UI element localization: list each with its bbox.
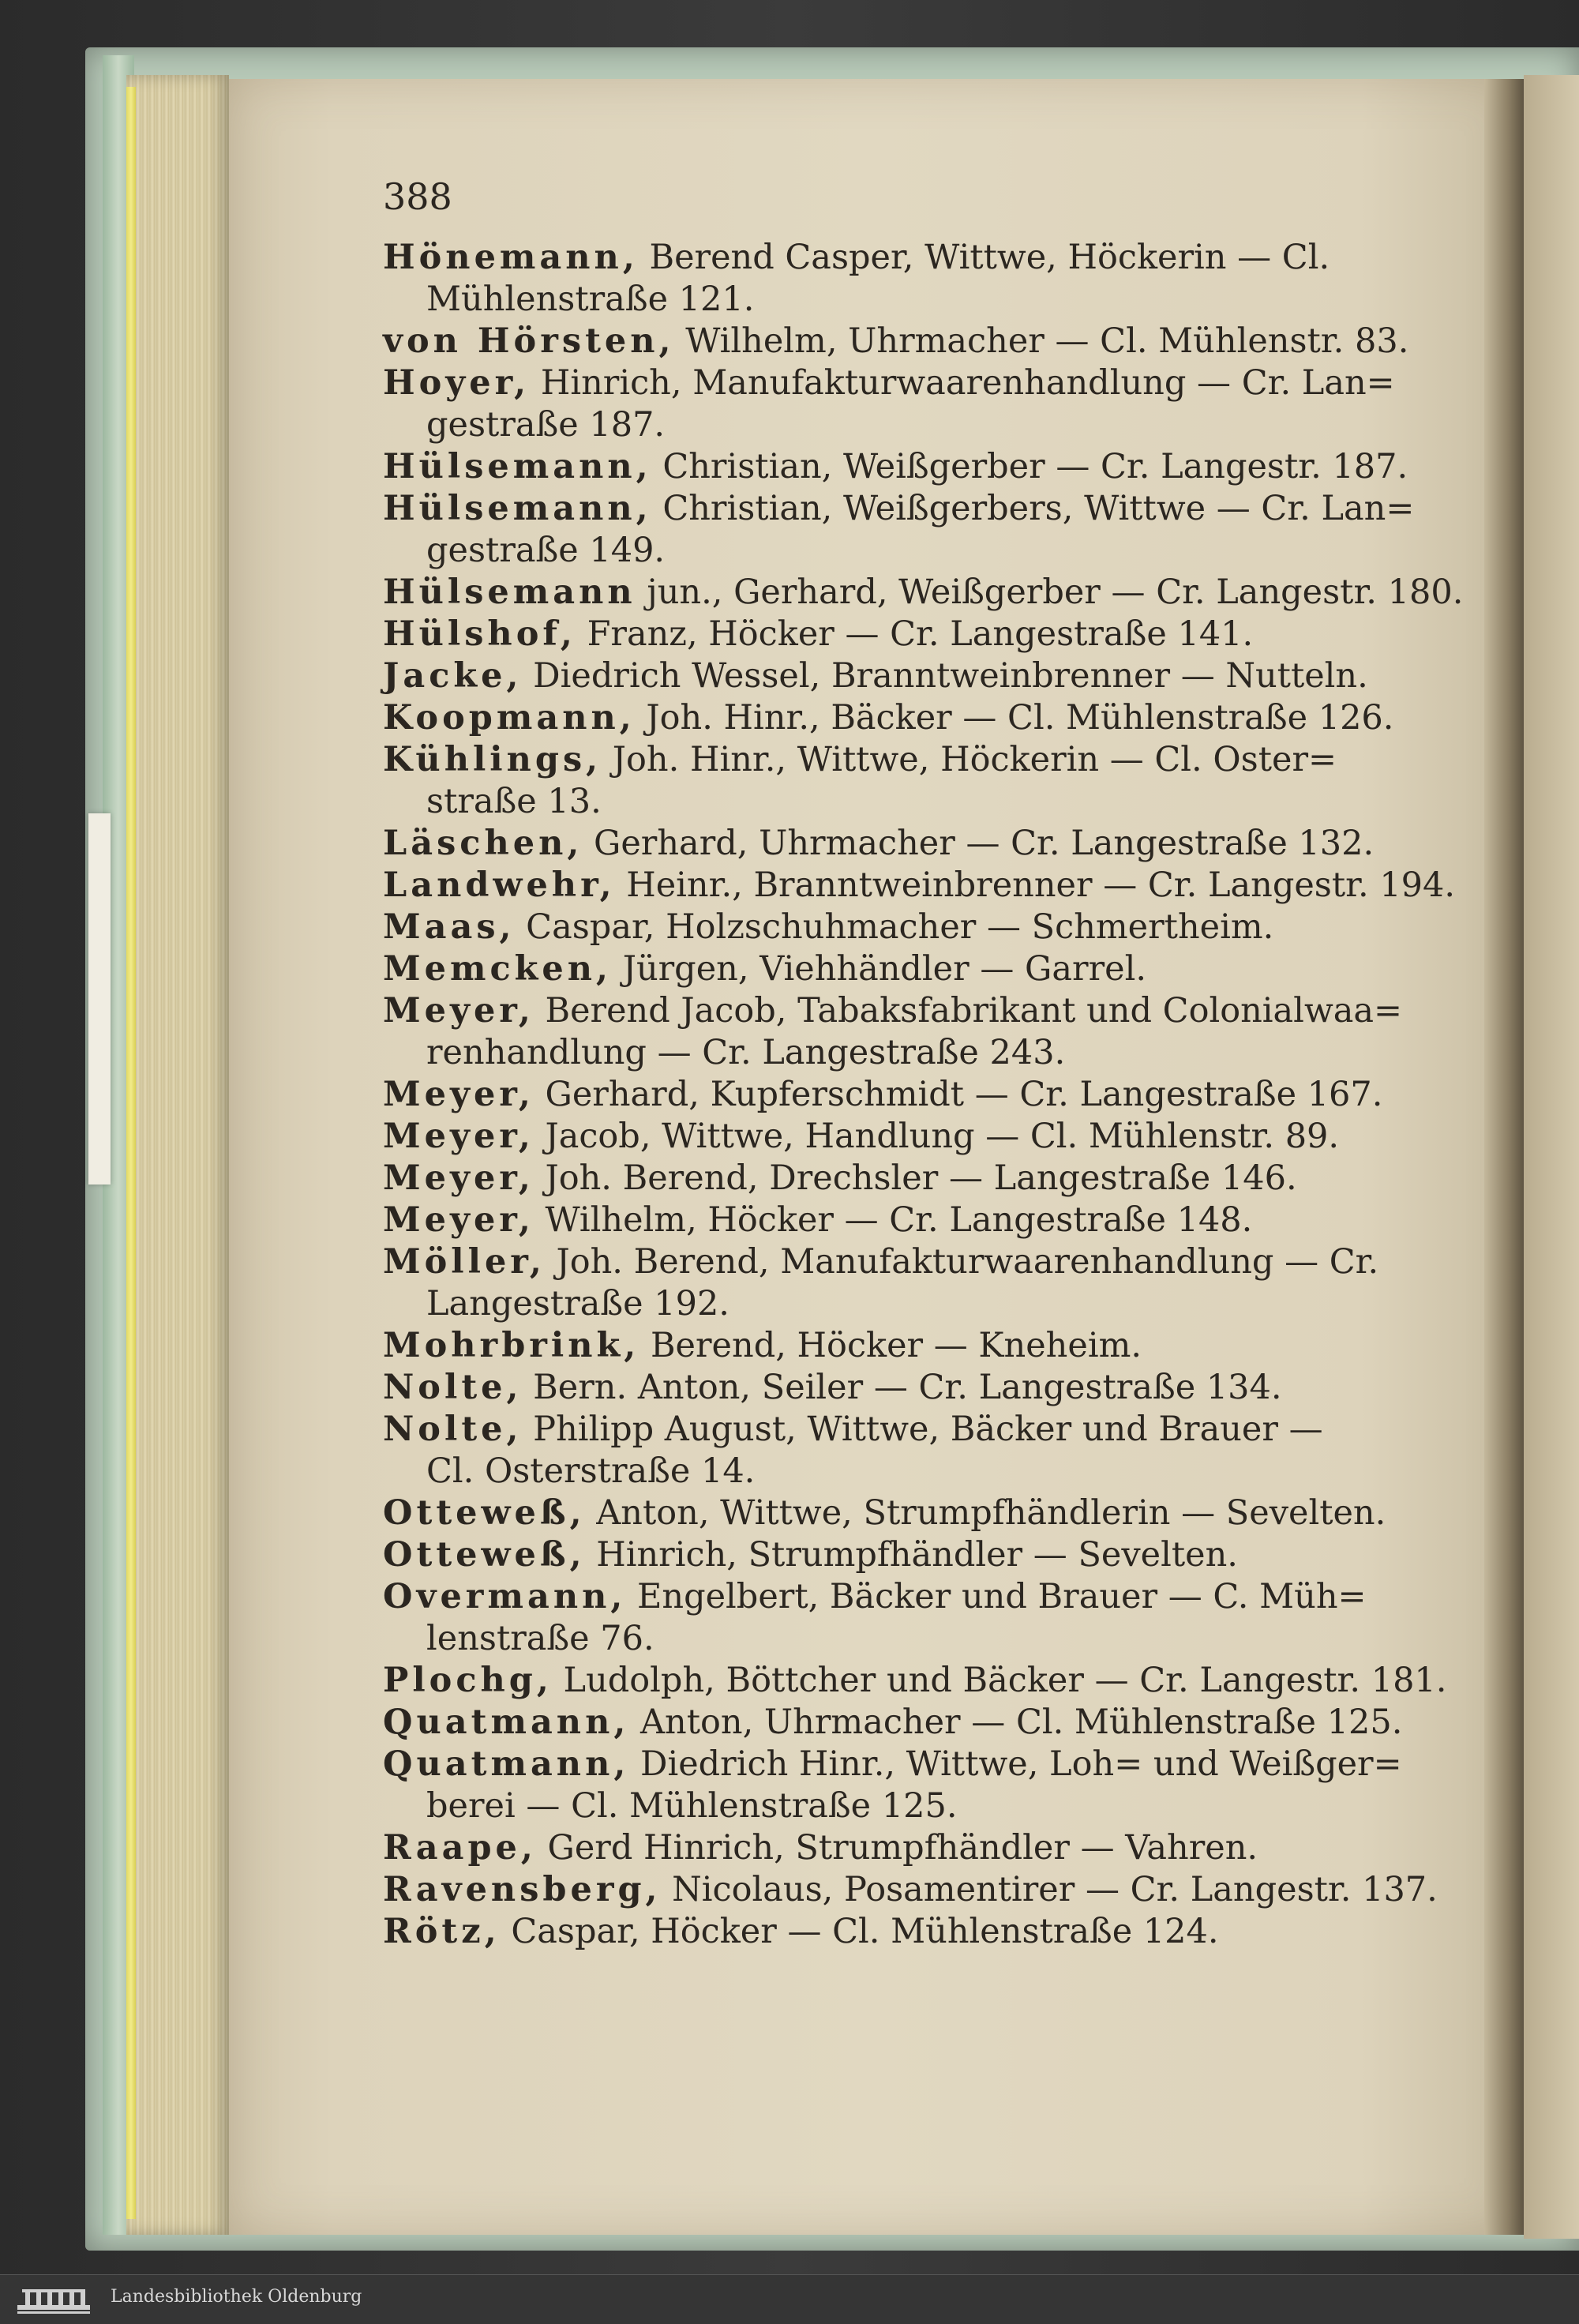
entry-surname: Koopmann, <box>383 698 636 738</box>
entry-details: Berend Casper, Wittwe, Höckerin — Cl. <box>638 238 1330 277</box>
entry-surname: Mohrbrink, <box>383 1326 640 1365</box>
entry-surname: Raape, <box>383 1828 537 1868</box>
entry-surname: Plochg, <box>383 1661 553 1700</box>
entry-details: jun., Gerhard, Weißgerber — Cr. Langestr. 180. <box>636 573 1464 612</box>
library-name: Landesbibliothek Oldenburg <box>111 2287 362 2307</box>
directory-entry <box>383 1744 1465 1785</box>
entry-surname: Overmann, <box>383 1577 627 1616</box>
directory-entry <box>383 1827 1465 1869</box>
directory-entry <box>383 1869 1465 1911</box>
entry-surname: Landwehr, <box>383 865 616 905</box>
entry-details: Diedrich Wessel, Branntweinbrenner — Nutteln. <box>522 656 1368 696</box>
entry-details: Berend, Höcker — Kneheim. <box>639 1326 1142 1365</box>
page-edges <box>126 75 229 2235</box>
directory-entry <box>383 1367 1465 1409</box>
directory-entry <box>383 1534 1465 1576</box>
directory-entry <box>383 1116 1465 1158</box>
entry-surname: Quatmann, <box>383 1744 630 1784</box>
directory-entries <box>383 237 1465 1953</box>
directory-entry <box>383 990 1465 1032</box>
directory-entry <box>383 1492 1465 1534</box>
directory-entry <box>383 1241 1465 1283</box>
entry-details: Jacob, Wittwe, Handlung — Cl. Mühlenstr. 89. <box>534 1117 1340 1156</box>
entry-details: Engelbert, Bäcker und Brauer — C. Müh= <box>626 1577 1367 1616</box>
directory-entry <box>383 614 1465 655</box>
entry-details: Gerhard, Uhrmacher — Cr. Langestraße 132. <box>583 824 1375 863</box>
entry-surname: Hülshof, <box>383 614 576 654</box>
entry-details: Franz, Höcker — Cr. Langestraße 141. <box>576 614 1254 654</box>
directory-entry <box>383 697 1465 739</box>
entry-surname: Meyer, <box>383 1117 534 1156</box>
entry-details: Bern. Anton, Seiler — Cr. Langestraße 134. <box>522 1368 1282 1407</box>
entry-surname: Nolte, <box>383 1410 523 1449</box>
entry-details: Christian, Weißgerber — Cr. Langestr. 187. <box>651 447 1408 486</box>
entry-surname: Hülsemann, <box>383 489 652 528</box>
entry-surname: Meyer, <box>383 1200 534 1240</box>
entry-details: Caspar, Holzschuhmacher — Schmertheim. <box>515 907 1274 947</box>
directory-entry <box>383 1074 1465 1116</box>
directory-entry <box>383 446 1465 488</box>
entry-continuation: straße 13. <box>426 782 602 821</box>
gilt-edge <box>126 87 136 2219</box>
entry-details: Gerhard, Kupferschmidt — Cr. Langestraße 167. <box>534 1075 1383 1114</box>
entry-details: Heinr., Branntweinbrenner — Cr. Langestr. 194. <box>615 865 1456 905</box>
entry-details: Philipp August, Wittwe, Bäcker und Brauer — <box>522 1410 1323 1449</box>
entry-continuation: renhandlung — Cr. Langestraße 243. <box>426 1033 1066 1072</box>
entry-surname: Läschen, <box>383 824 583 863</box>
directory-entry <box>383 572 1465 614</box>
directory-entry <box>383 362 1465 404</box>
directory-entry <box>383 865 1465 907</box>
directory-entry <box>383 739 1465 781</box>
entry-details: Hinrich, Manufakturwaarenhandlung — Cr. Lan= <box>530 363 1395 403</box>
entry-details: Joh. Hinr., Bäcker — Cl. Mühlenstraße 126. <box>635 698 1394 738</box>
entry-surname: Hülsemann <box>383 573 636 612</box>
book-gutter <box>1484 79 1524 2235</box>
entry-surname: Maas, <box>383 907 516 947</box>
entry-details: Wilhelm, Uhrmacher — Cl. Mühlenstr. 83. <box>674 321 1409 361</box>
directory-entry <box>383 1158 1465 1200</box>
entry-details: Gerd Hinrich, Strumpfhändler — Vahren. <box>536 1828 1258 1868</box>
directory-entry <box>383 1911 1465 1953</box>
entry-surname: Rötz, <box>383 1912 501 1951</box>
entry-surname: Nolte, <box>383 1368 523 1407</box>
directory-entry <box>383 321 1465 362</box>
entry-details: Caspar, Höcker — Cl. Mühlenstraße 124. <box>500 1912 1219 1951</box>
entry-surname: Otteweß, <box>383 1493 586 1533</box>
directory-entry <box>383 1200 1465 1241</box>
entry-details: Hinrich, Strumpfhändler — Sevelten. <box>585 1535 1238 1575</box>
entry-surname: Hönemann, <box>383 238 639 277</box>
entry-surname: Memcken, <box>383 949 613 989</box>
entry-continuation: berei — Cl. Mühlenstraße 125. <box>426 1786 958 1826</box>
entry-surname: Otteweß, <box>383 1535 586 1575</box>
entry-continuation: gestraße 187. <box>426 405 666 445</box>
directory-entry <box>383 907 1465 948</box>
entry-details: Wilhelm, Höcker — Cr. Langestraße 148. <box>534 1200 1253 1240</box>
entry-details: Joh. Berend, Drechsler — Langestraße 146. <box>534 1158 1297 1198</box>
bookmark-slip <box>88 813 111 1185</box>
directory-entry <box>383 823 1465 865</box>
page-number: 388 <box>383 175 452 218</box>
entry-details: Ludolph, Böttcher und Bäcker — Cr. Langestr. 181. <box>552 1661 1447 1700</box>
library-building-icon <box>14 2281 93 2316</box>
entry-details: Diedrich Hinr., Wittwe, Loh= und Weißger= <box>629 1744 1402 1784</box>
entry-surname: Jacke, <box>383 656 523 696</box>
entry-continuation: lenstraße 76. <box>426 1619 654 1658</box>
entry-surname: Kühlings, <box>383 740 602 779</box>
entry-details: Jürgen, Viehhändler — Garrel. <box>612 949 1146 989</box>
entry-details: Nicolaus, Posamentirer — Cr. Langestr. 137. <box>661 1870 1438 1909</box>
entry-surname: Möller, <box>383 1242 546 1282</box>
entry-details: Anton, Uhrmacher — Cl. Mühlenstraße 125. <box>629 1703 1403 1742</box>
directory-entry <box>383 237 1465 279</box>
directory-entry <box>383 948 1465 990</box>
entry-continuation: gestraße 149. <box>426 531 666 570</box>
directory-entry <box>383 1576 1465 1618</box>
entry-details: Joh. Hinr., Wittwe, Höckerin — Cl. Oster= <box>602 740 1337 779</box>
entry-surname: Meyer, <box>383 1158 534 1198</box>
directory-entry <box>383 1660 1465 1702</box>
directory-entry <box>383 1325 1465 1367</box>
entry-surname: von Hörsten, <box>383 321 675 361</box>
entry-details: Christian, Weißgerbers, Wittwe — Cr. Lan= <box>651 489 1415 528</box>
entry-details: Berend Jacob, Tabaksfabrikant und Colonialwaa= <box>534 991 1403 1031</box>
entry-surname: Ravensberg, <box>383 1870 662 1909</box>
directory-entry <box>383 1409 1465 1451</box>
entry-surname: Meyer, <box>383 991 534 1031</box>
directory-entry <box>383 1702 1465 1744</box>
entry-surname: Quatmann, <box>383 1703 630 1742</box>
entry-surname: Hülsemann, <box>383 447 652 486</box>
entry-surname: Hoyer, <box>383 363 531 403</box>
entry-details: Joh. Berend, Manufakturwaarenhandlung — Cr. <box>545 1242 1379 1282</box>
entry-continuation: Langestraße 192. <box>426 1284 729 1323</box>
entry-continuation: Mühlenstraße 121. <box>426 280 755 319</box>
facing-page <box>1524 75 1579 2239</box>
directory-entry <box>383 488 1465 530</box>
entry-surname: Meyer, <box>383 1075 534 1114</box>
entry-details: Anton, Wittwe, Strumpfhändlerin — Sevelten. <box>585 1493 1386 1533</box>
entry-continuation: Cl. Osterstraße 14. <box>426 1451 756 1491</box>
directory-entry <box>383 655 1465 697</box>
